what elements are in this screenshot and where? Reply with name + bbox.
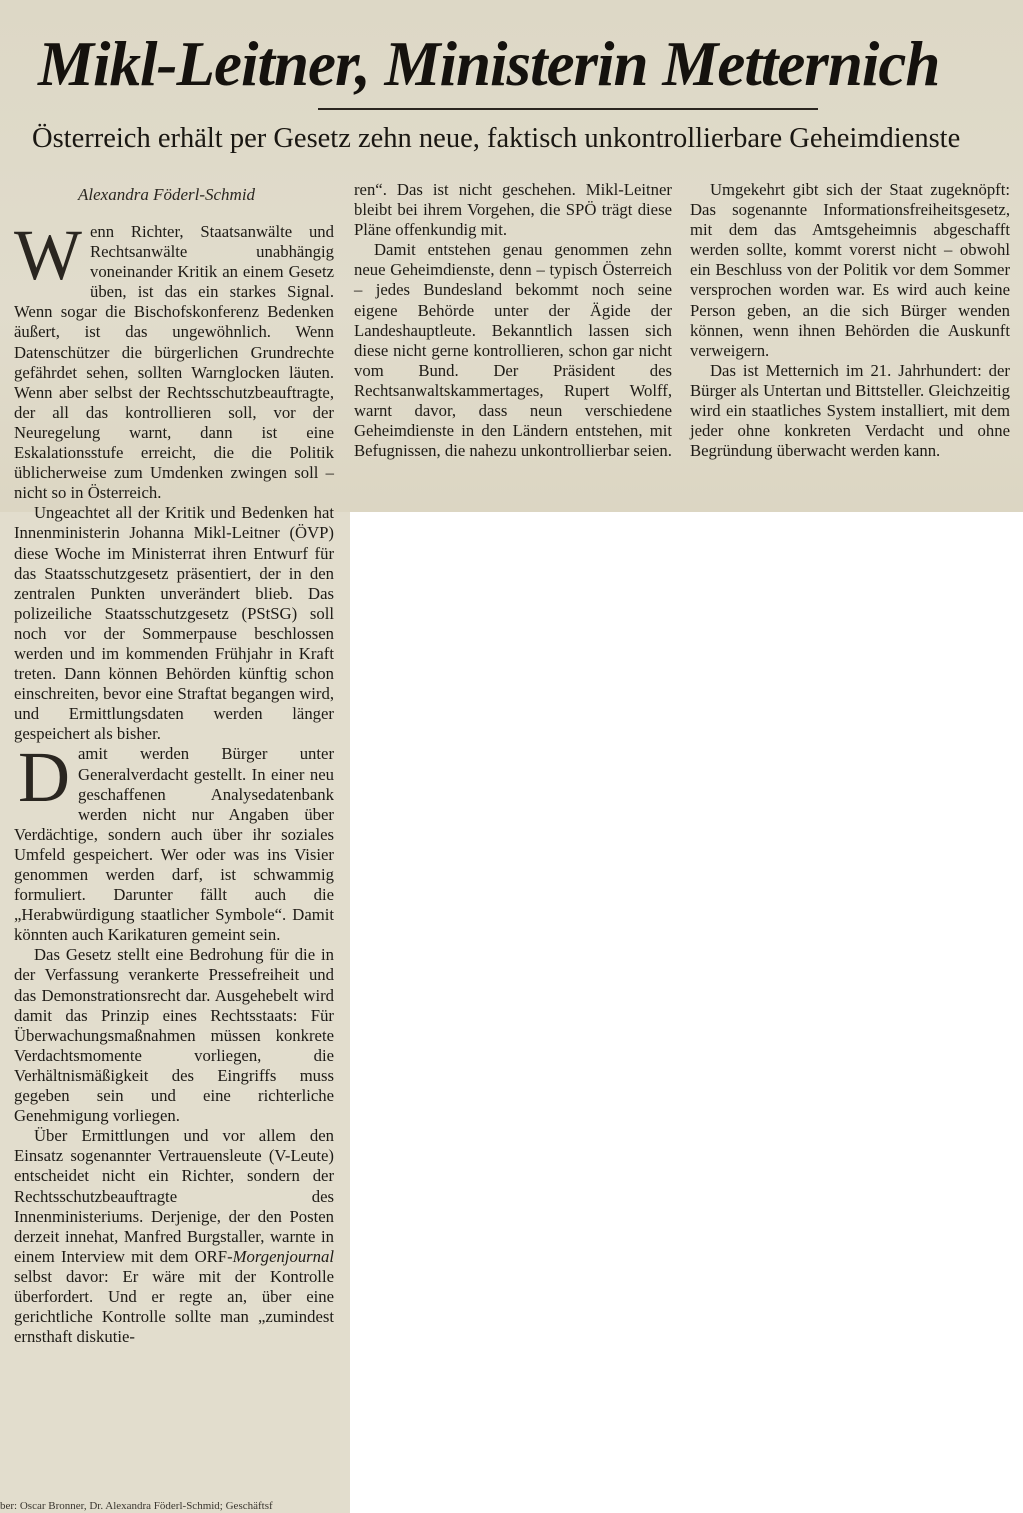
paragraph: Das Gesetz stellt eine Bedrohung für die in der Verfassung verankerte Pressefreiheit und das Demonstrationsrecht dar. Ausgehebelt wird damit das Prinzip eines Rechtsstaats: Für Überwachungsmaßnahmen müssen konkrete Verdachtsmomente vorliegen, die Verhältnismäßigkeit des Eingriffs muss gegeben sein und eine richterliche Genehmigung vorliegen. [14,945,334,1126]
paragraph-text: Über Ermittlungen und vor allem den Einsatz sogenannter Vertrauensleute (V-Leute) entscheidet nicht ein Richter, sondern der Rechtsschutzbeauftragte des Innenministeriums. Derjenige, der den Posten derzeit innehat, Manfred Burgstaller, warnte in einem Interview mit dem ORF- [14,1126,334,1266]
byline: Alexandra Föderl-Schmid [78,185,256,204]
paragraph [14,215,334,503]
drop-cap: D [18,737,70,818]
paragraph-text: selbst davor: Er wäre mit der Kontrolle überfordert. Und er regte an, über eine gerichtliche Kontrolle sollte man „zumindest ernsthaft diskutie- [14,1266,334,1347]
paragraph: Das ist Metternich im 21. Jahrhundert: der Bürger als Untertan und Bittsteller. Gleichzeitig wird ein staatliches System installiert, mit dem jeder ohne konkreten Verdacht und ohne Begründung überwacht werden kann. [690,360,1010,461]
headline-rule [318,108,818,110]
program-name: Morgenjournal [232,1246,334,1266]
subheadline: Österreich erhält per Gesetz zehn neue, faktisch unkontrollierbare Geheimdienste [32,123,961,154]
paragraph [14,737,334,945]
drop-cap: W [14,215,82,295]
article-column-3 [690,180,1010,461]
paragraph: Damit entstehen genau genommen zehn neue Geheimdienste, denn – typisch Österreich – jedes Bundesland bekommt noch seine eigene Behörde unter der Ägide der Landeshauptleute. Bekanntlich lassen sich diese nicht gerne kontrollieren, schon gar nicht vom Bund. Der Präsident des Rechtsanwaltskammertages, Rupert Wolff, warnt davor, dass neun verschiedene Geheimdienste in den Ländern entstehen, mit Befugnissen, die nahezu unkontrollierbar seien. [354,240,672,461]
headline: Mikl-Leitner, Ministerin Metternich [38,29,940,99]
paragraph [14,1126,334,1347]
imprint-footer: ber: Oscar Bronner, Dr. Alexandra Föderl-Schmid; Geschäftsf [0,1500,273,1512]
paragraph: Umgekehrt gibt sich der Staat zugeknöpft: Das sogenannte Informationsfreiheitsgesetz, mit dem das Amtsgeheimnis abgeschafft werden sollte, kommt vorerst nicht – obwohl ein Beschluss von der Politik vor dem Sommer versprochen worden war. Es wird auch keine Person geben, an die sich Bürger wenden können, wenn ihnen Behörden die Auskunft verweigern. [690,180,1010,360]
article-column-1 [14,215,334,1347]
paragraph-text: enn Richter, Staatsanwälte und Rechtsanwälte unabhängig voneinander Kritik an einem Gesetz üben, ist das ein starkes Signal. Wenn sogar die Bischofskonferenz Bedenken äußert, ist das ungewöhnlich. Wenn Datenschützer die bürgerlichen Grundrechte gefährdet sehen, sollten Warnglocken läuten. Wenn aber selbst der Rechtsschutzbeauftragte, der all das kontrollieren soll, vor der Neuregelung warnt, dann ist eine Eskalationsstufe erreicht, die die Politik üblicherweise zum Umdenken zwingen soll – nicht so in Österreich. [14,222,334,503]
paragraph: Ungeachtet all der Kritik und Bedenken hat Innenministerin Johanna Mikl-Leitner (ÖVP) diese Woche im Ministerrat ihren Entwurf für das Staatsschutzgesetz präsentiert, der in den zentralen Punkten unverändert blieb. Das polizeiliche Staatsschutzgesetz (PStSG) soll noch vor der Sommerpause beschlossen werden und im kommenden Frühjahr in Kraft treten. Dann können Behörden künftig schon einschreiten, bevor eine Straftat begangen wird, und Ermittlungsdaten werden länger gespeichert als bisher. [14,503,334,744]
paragraph-text: amit werden Bürger unter Generalverdacht gestellt. In einer neu geschaffenen Analysedatenbank werden nicht nur Angaben über Verdächtige, sondern auch über ihr soziales Umfeld gespeichert. Wer oder was ins Visier genommen werden darf, ist schwammig formuliert. Darunter fällt auch die „Herabwürdigung staatlicher Symbole“. Damit könnten auch Karikaturen gemeint sein. [14,744,334,945]
article-column-2 [354,180,672,461]
paragraph: ren“. Das ist nicht geschehen. Mikl-Leitner bleibt bei ihrem Vorgehen, die SPÖ trägt diese Pläne offenkundig mit. [354,180,672,240]
